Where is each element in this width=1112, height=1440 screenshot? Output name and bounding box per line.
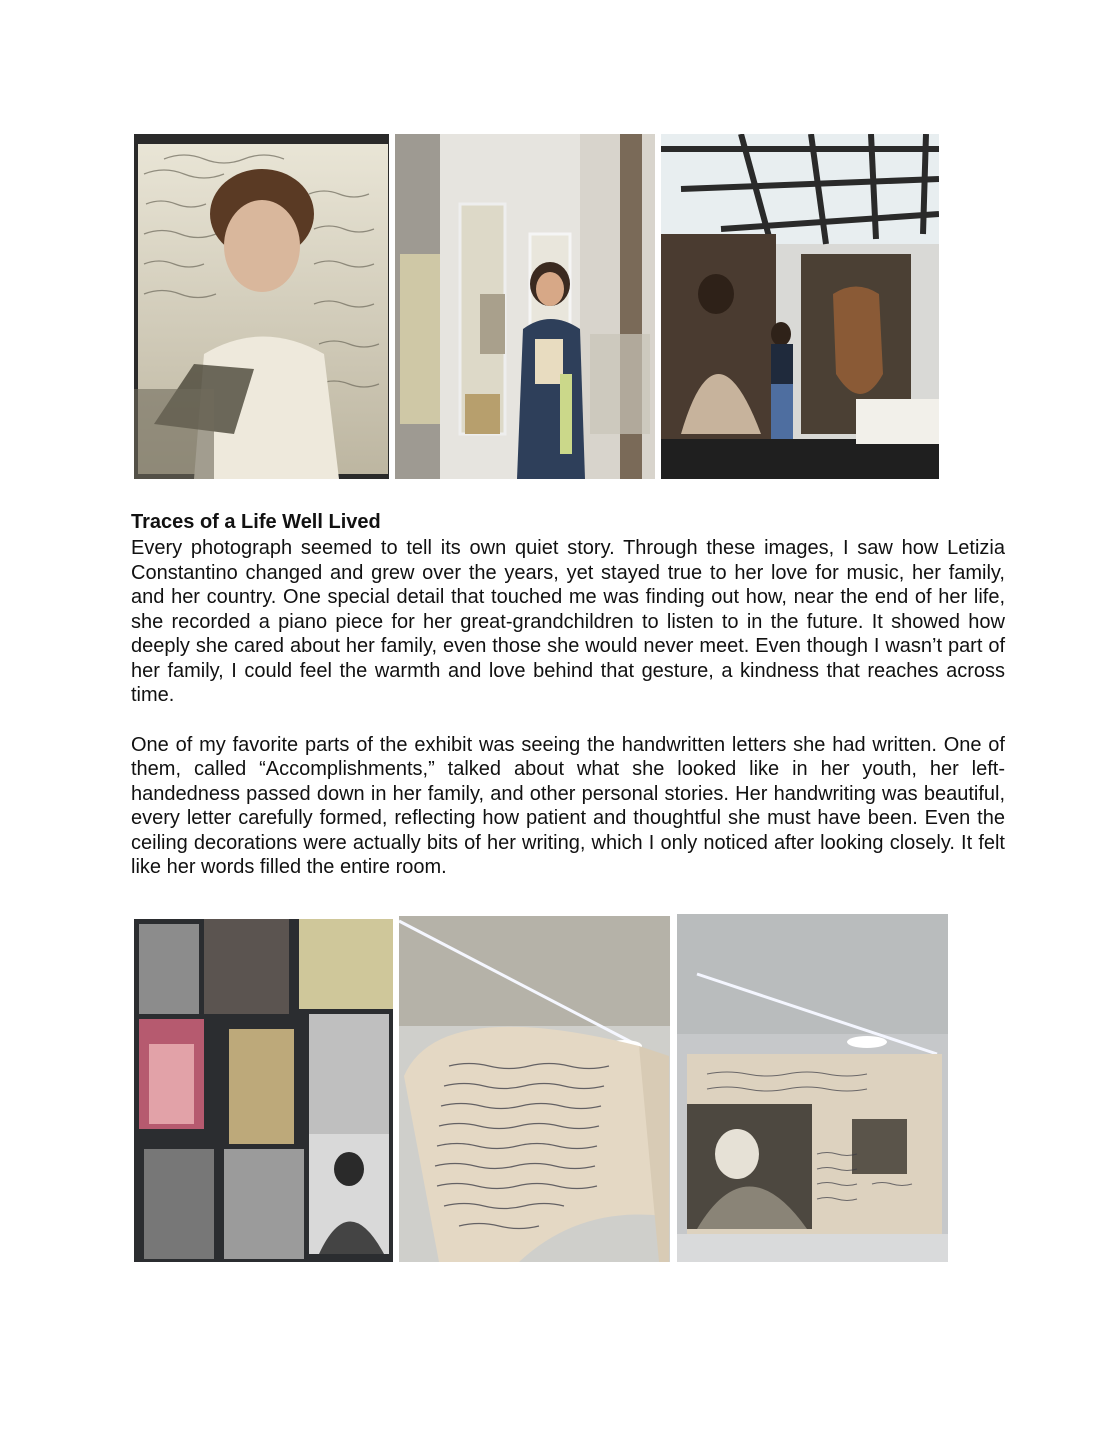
article-section: [131, 510, 1005, 880]
visitor-with-booklet-photo: [395, 134, 655, 479]
portrait-lightbox-photo: [134, 134, 389, 479]
paragraph-2: One of my favorite parts of the exhibit was seeing the handwritten letters she had written. One of them, called “Accomplishments,” talked about what she looked like in her youth, her left-handedness passed down in her family, and other personal stories. Her handwriting was beautiful, every letter carefully formed, reflecting how patient and thoughtful she must have been. Even the ceiling decorations were actually bits of her writing, which I only noticed after looking closely. It felt like her words filled the entire room.: [131, 733, 1005, 878]
handwritten-letter-book-photo: [399, 916, 670, 1262]
section-heading: Traces of a Life Well Lived: [131, 511, 381, 533]
paragraph-1: Every photograph seemed to tell its own quiet story. Through these images, I saw how Letizia Constantino changed and grew over the years, yet stayed true to her love for music, her family, and her country. One special detail that touched me was finding out how, near the end of her life, she recorded a piano piece for her great-grandchildren to listen to in the future. It showed how deeply she cared about her family, even those she would never meet. Even though I wasn’t part of her family, I could feel the warmth and love behind that gesture, a kindness that reaches across time.: [131, 537, 1005, 706]
photo-wall-collage-photo: [134, 919, 393, 1262]
photo-album-page-photo: [677, 914, 948, 1262]
exhibit-room-sculpture-photo: [661, 134, 939, 479]
